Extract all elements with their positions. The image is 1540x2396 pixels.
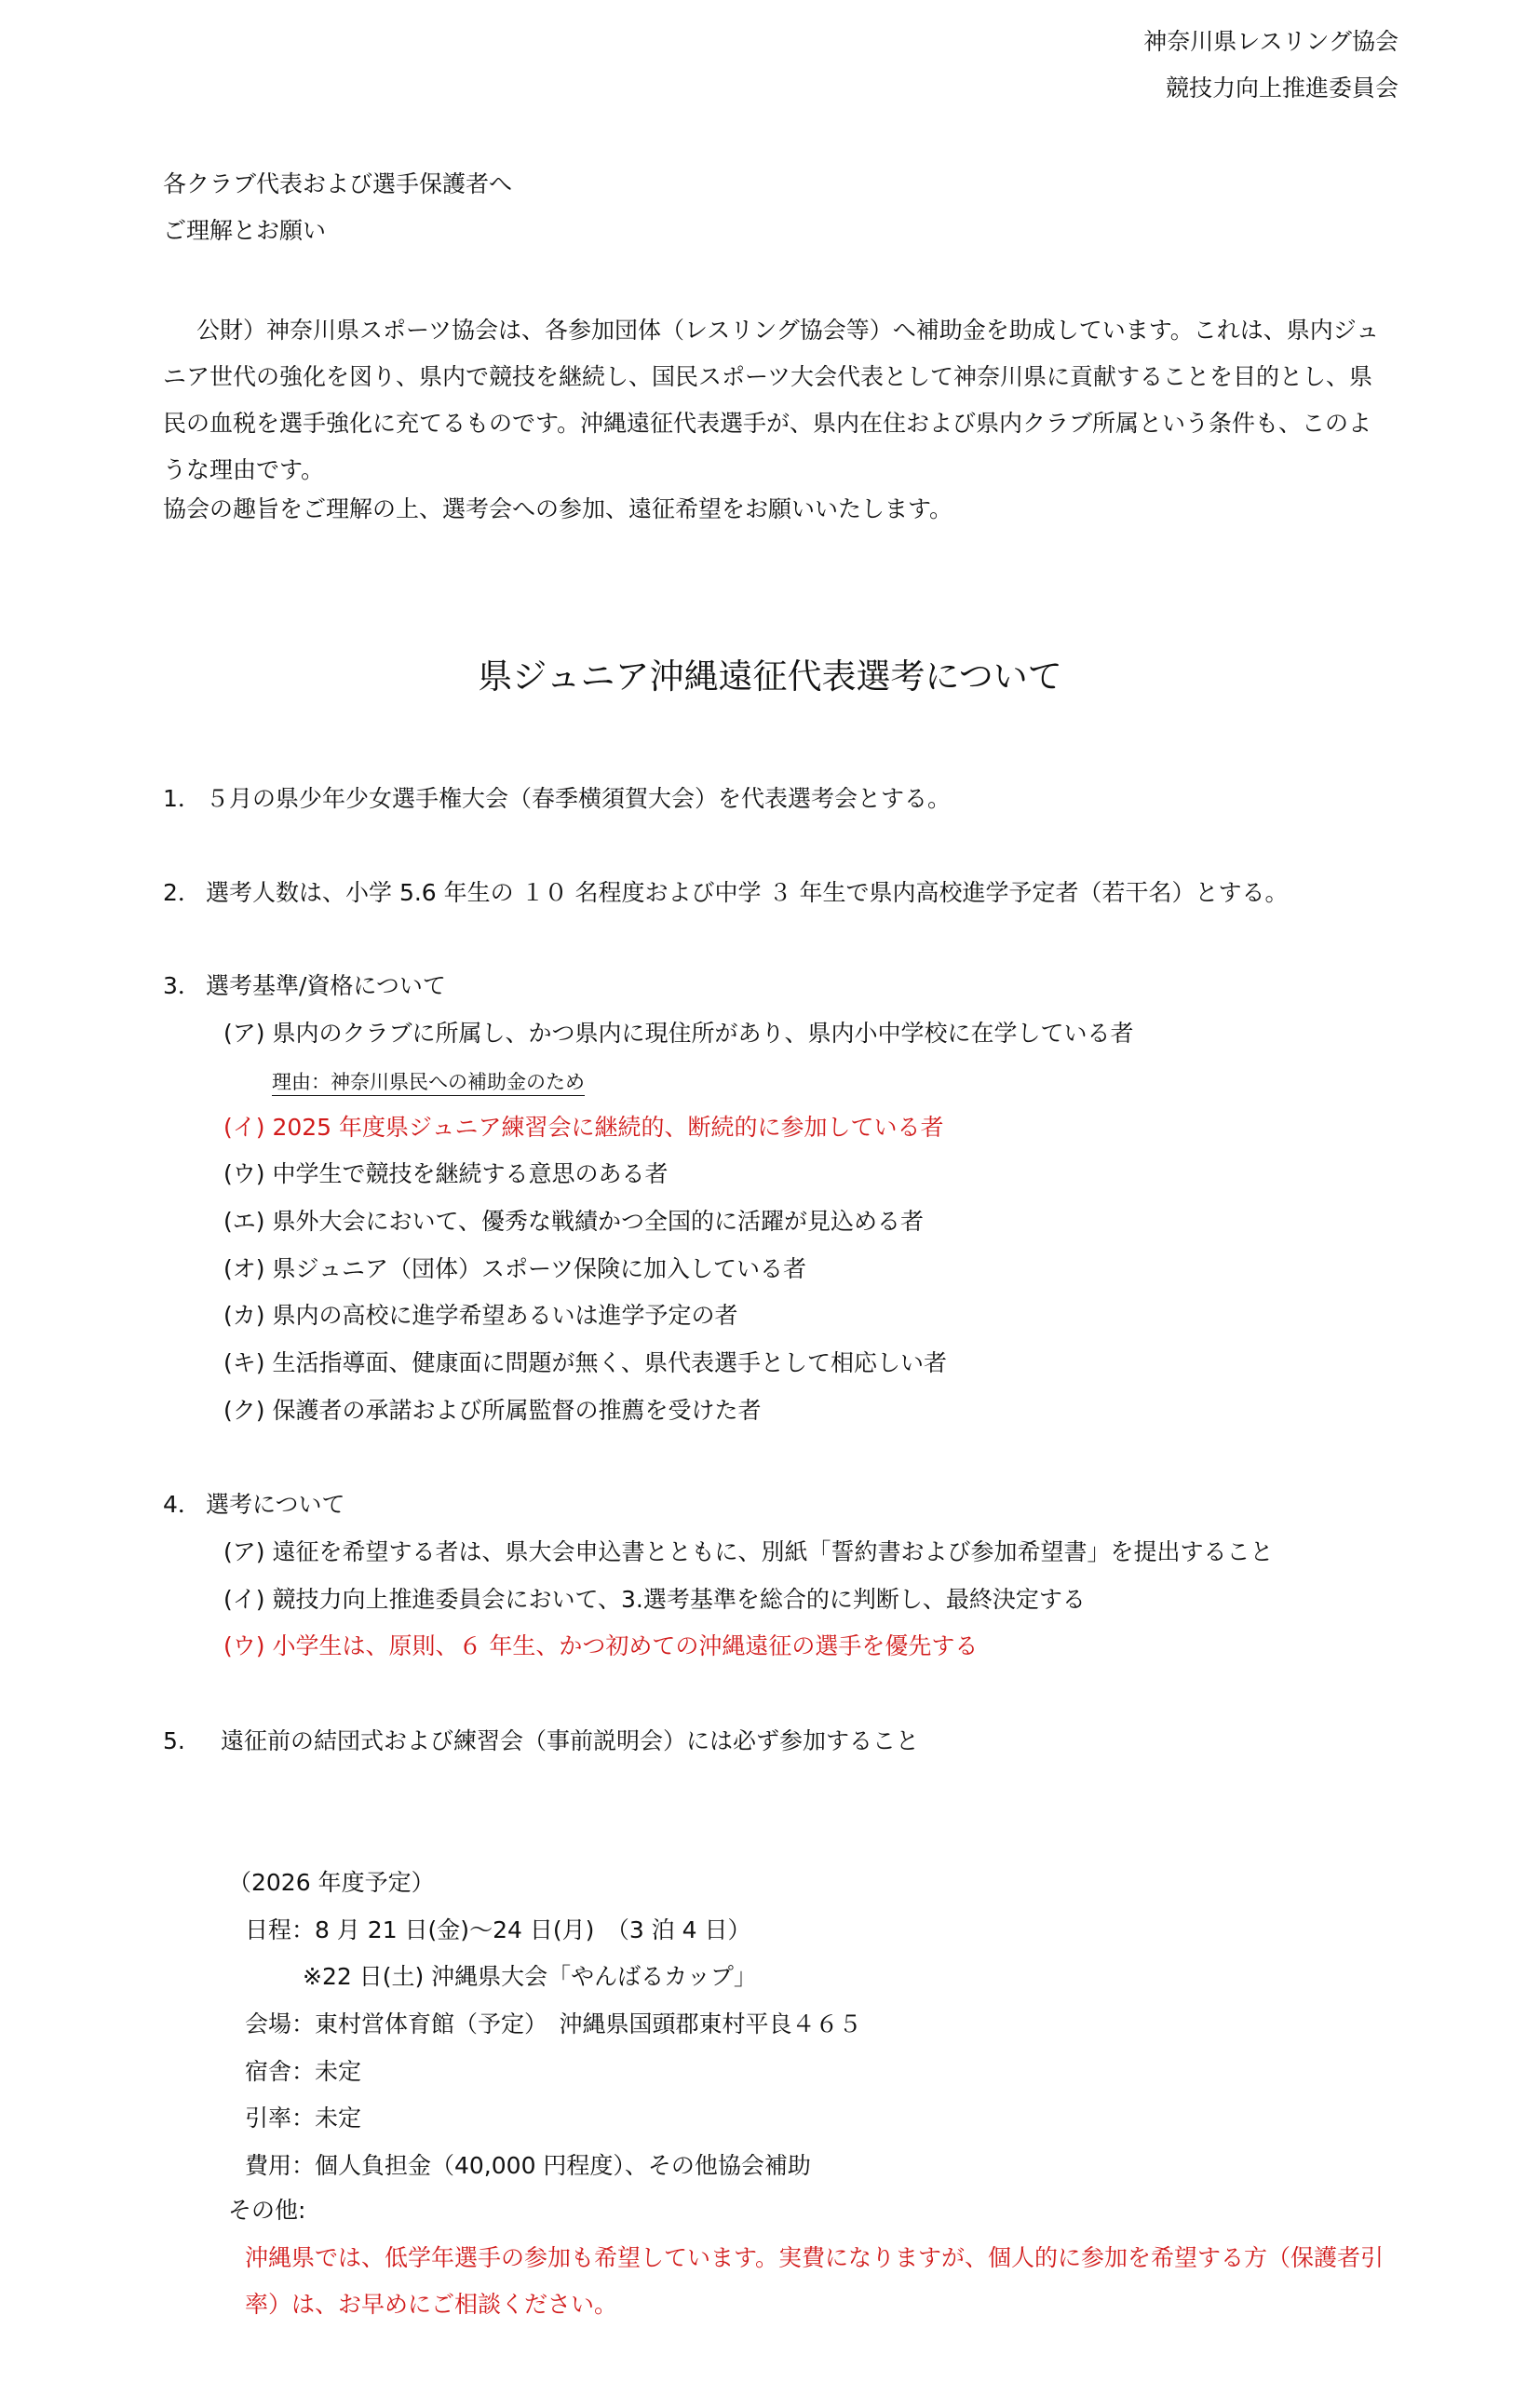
criteria-text: 県内の高校に進学希望あるいは進学予定の者: [272, 1302, 738, 1329]
criteria-reason-text: 理由：神奈川県民への補助金のため: [272, 1071, 585, 1096]
criteria-label: (イ): [223, 1114, 265, 1141]
section-2: [163, 879, 1288, 907]
criteria-item: [223, 1302, 737, 1330]
criteria-label: (ア): [223, 1020, 265, 1047]
schedule-other-text: 沖縄県では、低学年選手の参加も希望しています。実費になりますが、個人的に参加を希望する方（保護者引率）は、お早めにご相談ください。: [245, 2244, 1385, 2318]
criteria-item-highlight: [223, 1114, 944, 1142]
section-1-number: 1．: [163, 785, 201, 812]
section-4-title: 選考について: [206, 1491, 345, 1518]
selection-item-highlight: [223, 1632, 978, 1660]
header-org: 神奈川県レスリング協会: [1143, 28, 1398, 55]
section-5: [163, 1727, 919, 1755]
criteria-item: [223, 1208, 924, 1236]
section-1-text: ５月の県少年少女選手権大会（春季横須賀大会）を代表選考会とする。: [206, 785, 952, 812]
intro-request: 協会の趣旨をご理解の上、選考会への参加、遠征希望をお願いいたします。: [163, 495, 953, 522]
selection-item: [223, 1586, 1086, 1614]
criteria-text: 県内のクラブに所属し、かつ県内に現住所があり、県内小中学校に在学している者: [272, 1020, 1134, 1047]
criteria-item: [223, 1255, 806, 1283]
section-3-title: 選考基準/資格について: [206, 972, 446, 999]
criteria-item: [223, 1020, 1133, 1048]
section-4-number: 4．: [163, 1491, 201, 1518]
section-3-heading: [163, 972, 446, 1000]
selection-label: (イ): [223, 1586, 265, 1613]
selection-item: [223, 1538, 1273, 1566]
schedule-venue: 会場：東村営体育館（予定） 沖縄県国頭郡東村平良４６５: [245, 2010, 862, 2037]
criteria-item: [223, 1160, 668, 1188]
criteria-text: 中学生で競技を継続する意思のある者: [272, 1160, 669, 1187]
selection-text: 遠征を希望する者は、県大会申込書とともに、別紙「誓約書および参加希望書」を提出すること: [272, 1538, 1274, 1565]
document-title: 県ジュニア沖縄遠征代表選考について: [478, 657, 1062, 697]
schedule-leader: 引率：未定: [245, 2105, 362, 2132]
section-5-number: 5.: [163, 1727, 185, 1754]
criteria-text: 保護者の承諾および所属監督の推薦を受けた者: [272, 1397, 762, 1424]
section-4-heading: [163, 1491, 345, 1519]
schedule-sub: ※22 日(土) 沖縄県大会「やんばるカップ」: [303, 1963, 757, 1990]
section-3-number: 3．: [163, 972, 201, 999]
criteria-reason: [272, 1067, 585, 1095]
criteria-label: (エ): [223, 1208, 265, 1235]
section-1: [163, 785, 951, 813]
addressee-subject: ご理解とお願い: [163, 217, 327, 244]
intro-paragraph: 公財）神奈川県スポーツ協会は、各参加団体（レスリング協会等）へ補助金を助成しています。これは、県内ジュニア世代の強化を図り、県内で競技を継続し、国民スポーツ大会代表として神奈川県に貢献することを目的とし、県民の血税を選手強化に充てるものです。沖縄遠征代表選手が、県内在住および県内クラブ所属という条件も、このような理由です。: [163, 317, 1380, 483]
schedule-other-label: その他:: [228, 2197, 306, 2224]
criteria-item: [223, 1397, 761, 1425]
schedule-lodging: 宿舎：未定: [245, 2058, 362, 2085]
section-5-text: 遠征前の結団式および練習会（事前説明会）には必ず参加すること: [221, 1727, 920, 1754]
schedule-dates: 日程：8 月 21 日(金)～24 日(月) （3 泊 4 日）: [245, 1916, 751, 1943]
criteria-label: (ウ): [223, 1160, 265, 1187]
criteria-label: (オ): [223, 1255, 265, 1282]
addressee-to: 各クラブ代表および選手保護者へ: [163, 170, 513, 197]
selection-text: 競技力向上推進委員会において、3.選考基準を総合的に判断し、最終決定する: [272, 1586, 1086, 1613]
selection-label: (ウ): [223, 1632, 265, 1659]
section-2-text: 選考人数は、小学 5.6 年生の １０ 名程度および中学 ３ 年生で県内高校進学予定者（若干名）とする。: [206, 879, 1289, 906]
criteria-label: (キ): [223, 1349, 265, 1376]
selection-text: 小学生は、原則、６ 年生、かつ初めての沖縄遠征の選手を優先する: [272, 1632, 979, 1659]
criteria-text: 県ジュニア（団体）スポーツ保険に加入している者: [272, 1255, 806, 1282]
section-2-number: 2．: [163, 879, 201, 906]
criteria-label: (ク): [223, 1397, 265, 1424]
criteria-label: (カ): [223, 1302, 265, 1329]
header-committee: 競技力向上推進委員会: [1165, 74, 1398, 102]
criteria-text: 県外大会において、優秀な戦績かつ全国的に活躍が見込める者: [272, 1208, 924, 1235]
schedule-cost: 費用：個人負担金（40,000 円程度）、その他協会補助: [245, 2152, 811, 2179]
selection-label: (ア): [223, 1538, 265, 1565]
schedule-note: （2026 年度予定）: [228, 1869, 435, 1896]
criteria-text: 生活指導面、健康面に問題が無く、県代表選手として相応しい者: [272, 1349, 947, 1376]
criteria-text: 2025 年度県ジュニア練習会に継続的、断続的に参加している者: [272, 1114, 944, 1141]
criteria-item: [223, 1349, 947, 1377]
